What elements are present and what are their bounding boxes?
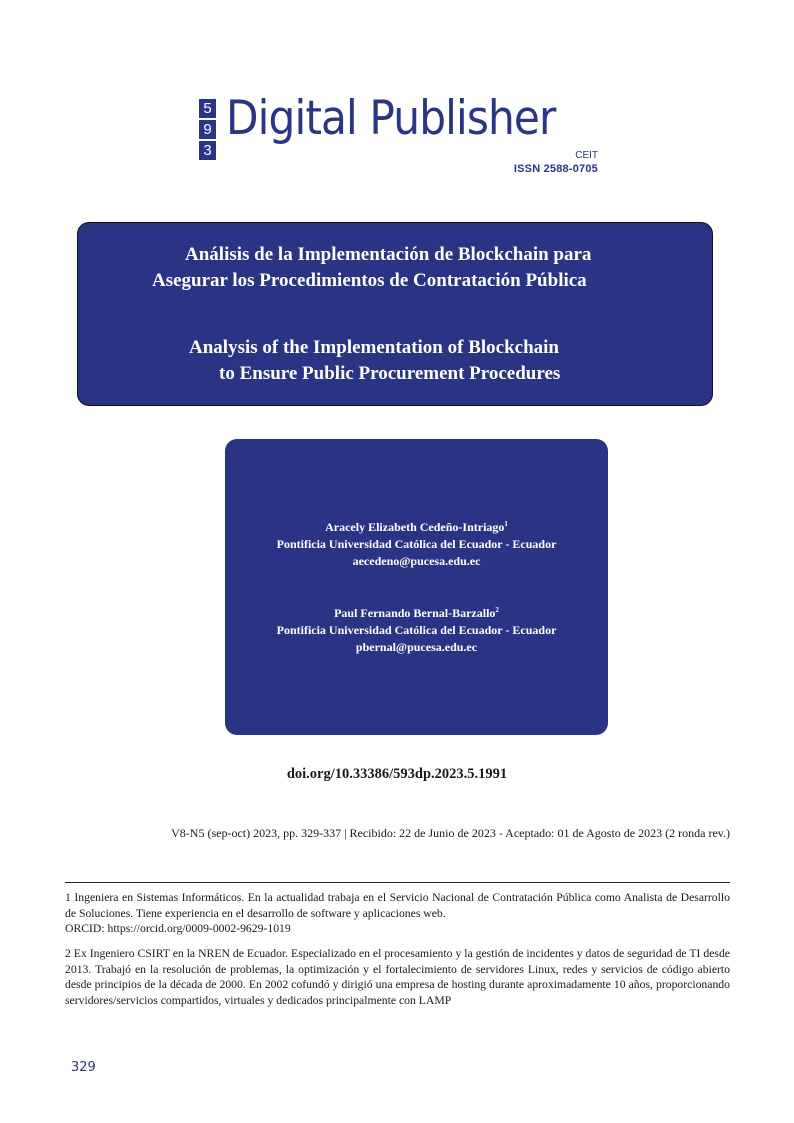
footnote — [65, 890, 730, 937]
english-title-line: to Ensure Public Procurement Procedures — [219, 363, 561, 384]
footnote-mark: 1 — [504, 520, 508, 528]
author-block — [225, 605, 608, 656]
logo-digit-stack — [199, 99, 217, 162]
author-affiliation: Pontificia Universidad Católica del Ecuador - Ecuador — [276, 537, 557, 551]
page-number: 329 — [71, 1060, 96, 1075]
logo-digit: 3 — [199, 141, 216, 160]
footnote — [65, 946, 730, 1008]
author-name-line — [225, 519, 608, 536]
author-email[interactable]: aecedeno@pucesa.edu.ec — [352, 554, 481, 568]
journal-subtitle: CEIT — [575, 150, 598, 161]
journal-issn: ISSN 2588-0705 — [513, 163, 598, 175]
publication-info: V8-N5 (sep-oct) 2023, pp. 329-337 | Recibido: 22 de Junio de 2023 - Aceptado: 01 de Agosto de 2023 (2 ronda rev.) — [171, 826, 730, 840]
article-title-box — [77, 222, 713, 406]
author-name: Paul Fernando Bernal-Barzallo — [334, 606, 496, 620]
journal-title: Digital Publisher — [226, 91, 556, 146]
journal-logo — [199, 91, 619, 182]
spanish-title-line: Análisis de la Implementación de Blockchain para — [185, 244, 592, 265]
footnote-text: 1 Ingeniera en Sistemas Informáticos. En la actualidad trabaja en el Servicio Nacional de Contratación Pública como Analista de Desarrollo de Soluciones. Tiene experiencia en el desarrollo de software y aplicaciones web. — [65, 891, 730, 920]
authors-box — [225, 439, 608, 735]
author-affiliation: Pontificia Universidad Católica del Ecuador - Ecuador — [276, 623, 557, 637]
orcid-link[interactable]: ORCID: https://orcid.org/0009-0002-9629-1019 — [65, 922, 291, 936]
logo-digit: 5 — [199, 99, 216, 118]
author-name: Aracely Elizabeth Cedeño-Intriago — [325, 520, 505, 534]
english-title-line: Analysis of the Implementation of Blockchain — [189, 337, 559, 358]
author-block — [225, 519, 608, 570]
author-name-line — [225, 605, 608, 622]
logo-digit: 9 — [199, 120, 216, 139]
footnote-text: 2 Ex Ingeniero CSIRT en la NREN de Ecuador. Especializado en el procesamiento y la gestión de incidentes y datos de seguridad de TI desde 2013. Trabajó en la resolución de problemas, la optimización y el fortalecimiento de servidores Linux, redes y servicios de código abierto desde principios de la década de 2000. En 2002 cofundó y dirigió una empresa de hosting durante aproximadamente 10 años, proporcionando servidores/servicios compartidos, virtuales y dedicados principalmente con LAMP — [65, 947, 730, 1007]
author-email[interactable]: pbernal@pucesa.edu.ec — [355, 640, 478, 654]
footnote-mark: 2 — [495, 606, 499, 614]
footnote-divider — [65, 882, 730, 883]
doi-link[interactable]: doi.org/10.33386/593dp.2023.5.1991 — [286, 766, 508, 782]
spanish-title-line: Asegurar los Procedimientos de Contratación Pública — [152, 270, 587, 291]
